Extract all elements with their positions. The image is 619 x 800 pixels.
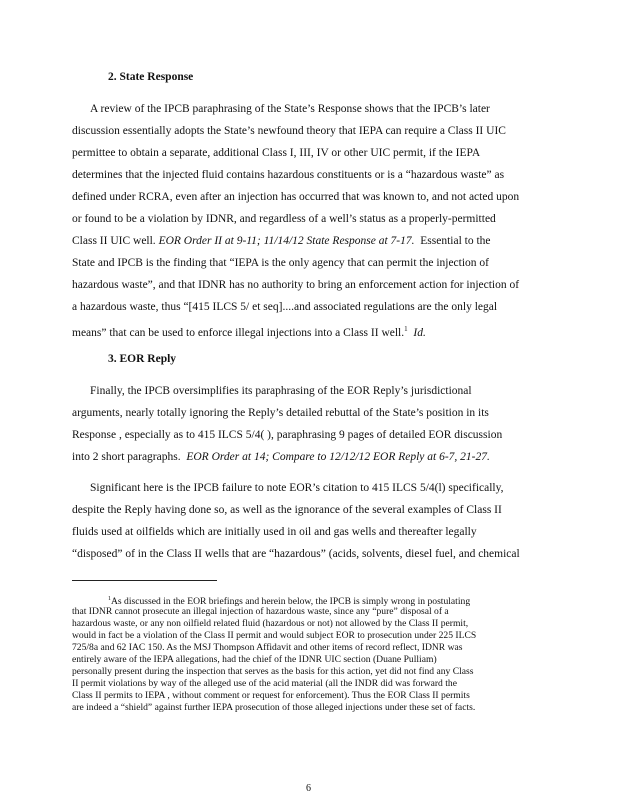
text-line: fluids used at oilfields which are initially used in oil and gas wells and thereafter legally (72, 526, 477, 538)
text-line: Significant here is the IPCB failure to note EOR’s citation to 415 ILCS 5/4(l) specifically, (90, 482, 504, 494)
text-line: arguments, nearly totally ignoring the Reply’s detailed rebuttal of the State’s position in its (72, 407, 489, 419)
footnote-line: 725/8a and 62 IAC 150. As the MSJ Thompson Affidavit and other items of record reflect, IDNR was (72, 642, 463, 653)
footnote-line: II permit violations by way of the alleged use of the acid material (all the INDR did was forward the (72, 678, 457, 689)
text-line: hazardous waste”, and that IDNR has no authority to bring an enforcement action for injection of (72, 279, 520, 291)
text-line-with-citation (72, 234, 491, 248)
footnote-line: would in fact be a violation of the Class II permit and would subject EOR to prosecution under 225 ILCS (72, 630, 477, 641)
text-span: into 2 short paragraphs. (72, 451, 181, 463)
section-heading-eor-reply: 3. EOR Reply (108, 353, 177, 365)
text-span: As discussed in the EOR briefings and herein below, the IPCB is simply wrong in postulating (111, 596, 471, 608)
page-number: 6 (306, 783, 311, 794)
text-line: Finally, the IPCB oversimplifies its paraphrasing of the EOR Reply’s jurisdictional (90, 385, 472, 397)
footnote-marker: 1 (108, 596, 111, 602)
text-line-with-citation (72, 322, 426, 340)
citation: EOR Order at 14; Compare to 12/12/12 EOR Reply at 6-7, 21-27. (186, 451, 490, 463)
footnote-line: are indeed a “shield” against further IEPA prosecution of those alleged injections under these set of facts. (72, 702, 476, 713)
text-line: determines that the injected fluid contains hazardous constituents or is a “hazardous waste” as (72, 169, 505, 181)
text-span: Class II UIC well. (72, 235, 156, 247)
text-line: Response , especially as to 415 ILCS 5/4( ), paraphrasing 9 pages of detailed EOR discussion (72, 429, 503, 441)
footnote-line: entirely aware of the IEPA allegations, had the chief of the IDNR UIC section (Duane Pulliam) (72, 654, 437, 665)
footnote-line: personally present during the inspection that serves as the basis for this action, yet did not find any Class (72, 666, 474, 677)
section-heading-state-response: 2. State Response (108, 71, 194, 83)
text-line: permittee to obtain a separate, additional Class I, III, IV or other UIC permit, if the IEPA (72, 147, 481, 159)
text-line: a hazardous waste, thus “[415 ILCS 5/ et seq]....and associated regulations are the only legal (72, 301, 498, 313)
footnote-separator (72, 580, 217, 581)
text-line: or found to be a violation by IDNR, and regardless of a well’s status as a properly-permitted (72, 213, 496, 225)
citation: EOR Order II at 9-11; 11/14/12 State Response at 7-17. (158, 235, 415, 247)
text-line: State and IPCB is the finding that “IEPA is the only agency that can permit the injection of (72, 257, 490, 269)
text-line: A review of the IPCB paraphrasing of the State’s Response shows that the IPCB’s later (90, 103, 490, 115)
text-span: means” that can be used to enforce illegal injections into a Class II well. (72, 326, 405, 339)
citation: Id. (413, 326, 426, 339)
footnote-line: Class II permits to IEPA , without comment or request for enforcement). Thus the EOR Class II permits (72, 690, 470, 701)
footnote-line: hazardous waste, or any non oilfield related fluid (hazardous or not) not allowed by the Class II permit, (72, 618, 469, 629)
text-line: defined under RCRA, even after an injection has occurred that was known to, and not acted upon (72, 191, 520, 203)
text-line: “disposed” of in the Class II wells that are “hazardous” (acids, solvents, diesel fuel, and chemical (72, 548, 520, 560)
text-span: Essential to the (420, 235, 491, 247)
text-line: despite the Reply having done so, as well as the ignorance of the several examples of Class II (72, 504, 502, 516)
footnote-reference[interactable]: 1 (404, 325, 408, 333)
text-line-with-citation (72, 450, 490, 464)
footnote-line: that IDNR cannot prosecute an illegal injection of hazardous waste, since any “pure” disposal of a (72, 606, 449, 617)
text-line: discussion essentially adopts the State’s newfound theory that IEPA can require a Class II UIC (72, 125, 506, 137)
